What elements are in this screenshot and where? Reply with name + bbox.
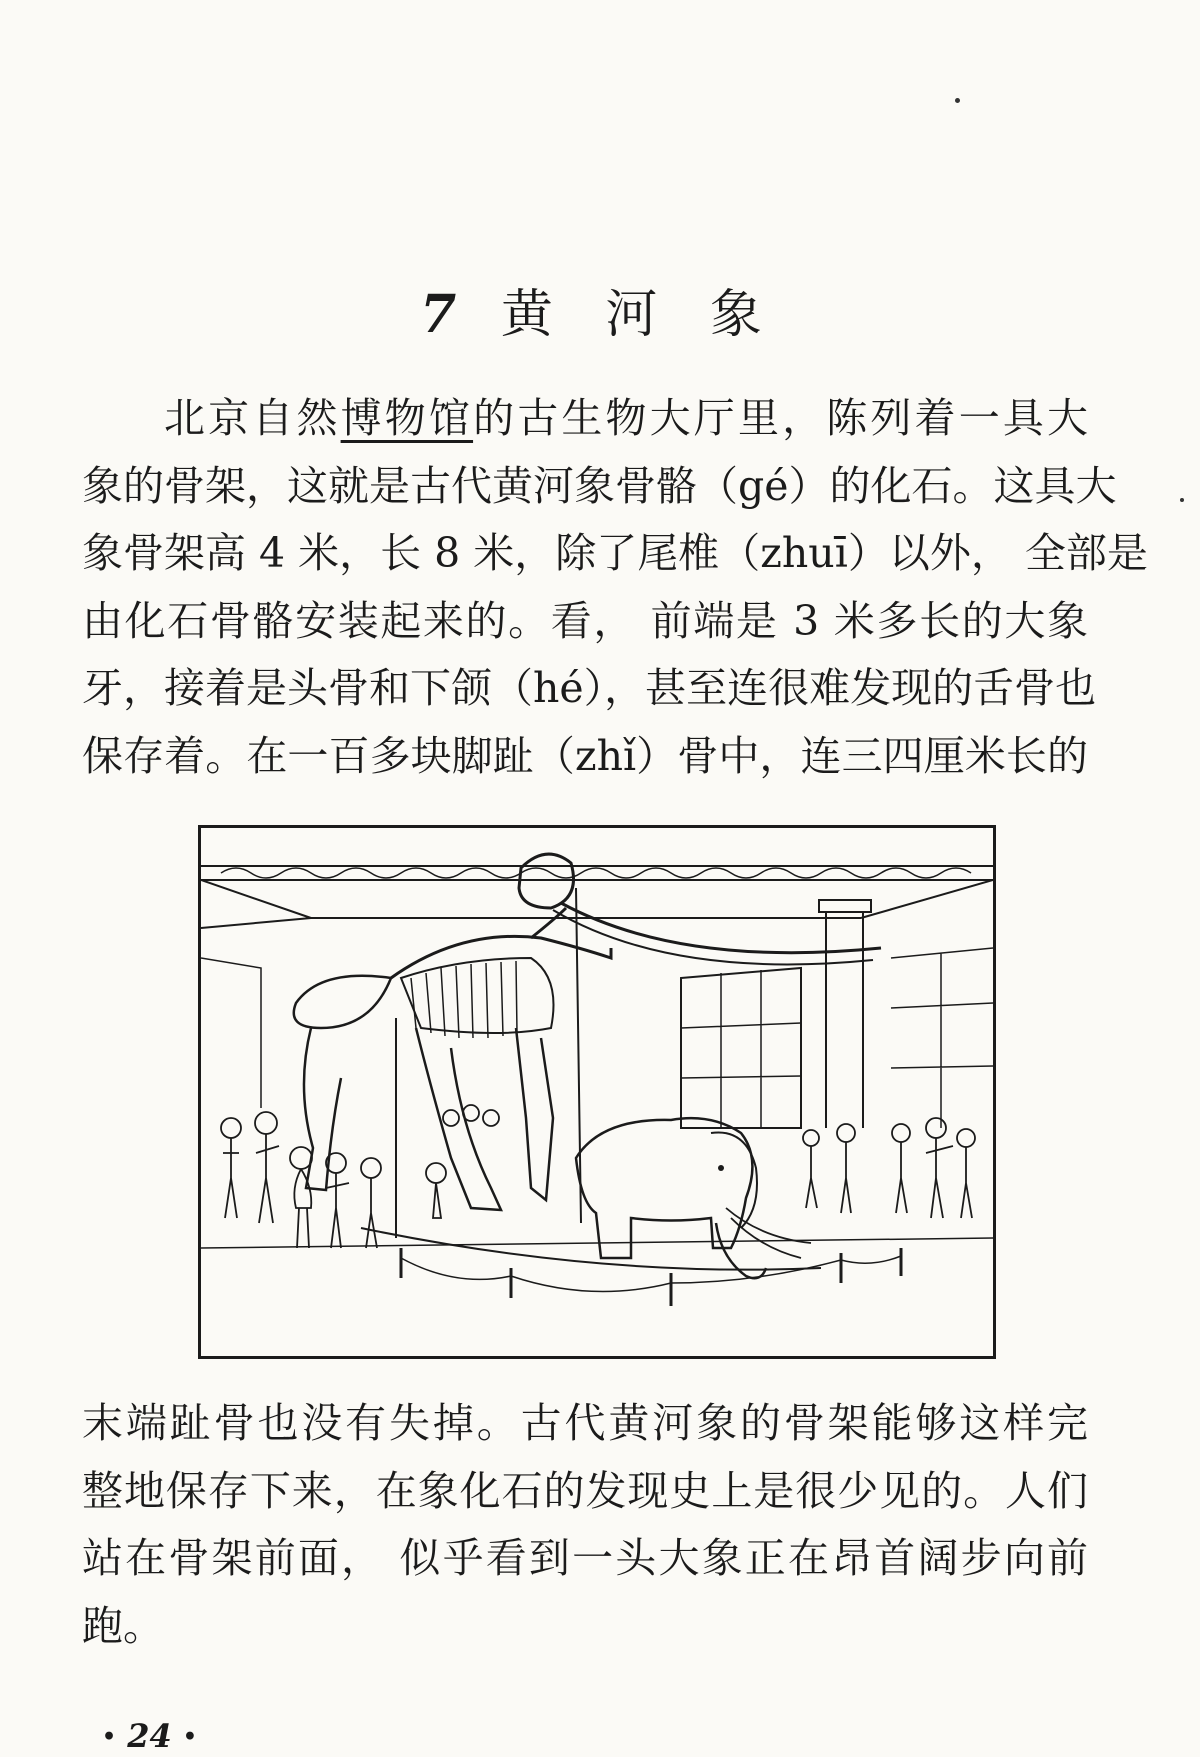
elephant-skeleton-drawing	[201, 828, 993, 1356]
ink-speck	[955, 98, 960, 103]
text-line: 牙，接着是头骨和下颌（hé），甚至连很难发现的舌骨也	[82, 664, 1097, 712]
paragraph-1	[82, 385, 1148, 790]
paragraph-2	[82, 1390, 1088, 1660]
museum-illustration	[198, 825, 996, 1359]
ink-speck	[1180, 498, 1184, 502]
lesson-title	[0, 272, 1200, 347]
text-line: 站在骨架前面， 似乎看到一头大象正在昂首阔步向前	[82, 1534, 1088, 1582]
text-line: 由化石骨骼安装起来的。看， 前端是 3 米多长的大象	[82, 596, 1088, 645]
text-line: 整地保存下来，在象化石的发现史上是很少见的。人们	[82, 1466, 1088, 1515]
page-number-value: 24	[127, 1717, 172, 1755]
text-line: 跑。	[82, 1601, 164, 1650]
underlined-word: 博物馆	[340, 394, 474, 442]
page-number: • 24 •	[102, 1717, 197, 1755]
lesson-title-text: 黄 河 象	[500, 285, 780, 345]
lesson-number: 7	[420, 284, 457, 345]
text-line-1: 北京自然博物馆的古生物大厅里，陈列着一具大	[164, 394, 1089, 442]
text-line: 象骨架高 4 米，长 8 米，除了尾椎（zhuī）以外， 全部是	[82, 529, 1148, 577]
text-line: 象的骨架，这就是古代黄河象骨骼（gé）的化石。这具大	[82, 461, 1117, 510]
text-line: 保存着。在一百多块脚趾（zhǐ）骨中，连三四厘米长的	[82, 731, 1088, 780]
text-line: 末端趾骨也没有失掉。古代黄河象的骨架能够这样完	[82, 1399, 1088, 1447]
